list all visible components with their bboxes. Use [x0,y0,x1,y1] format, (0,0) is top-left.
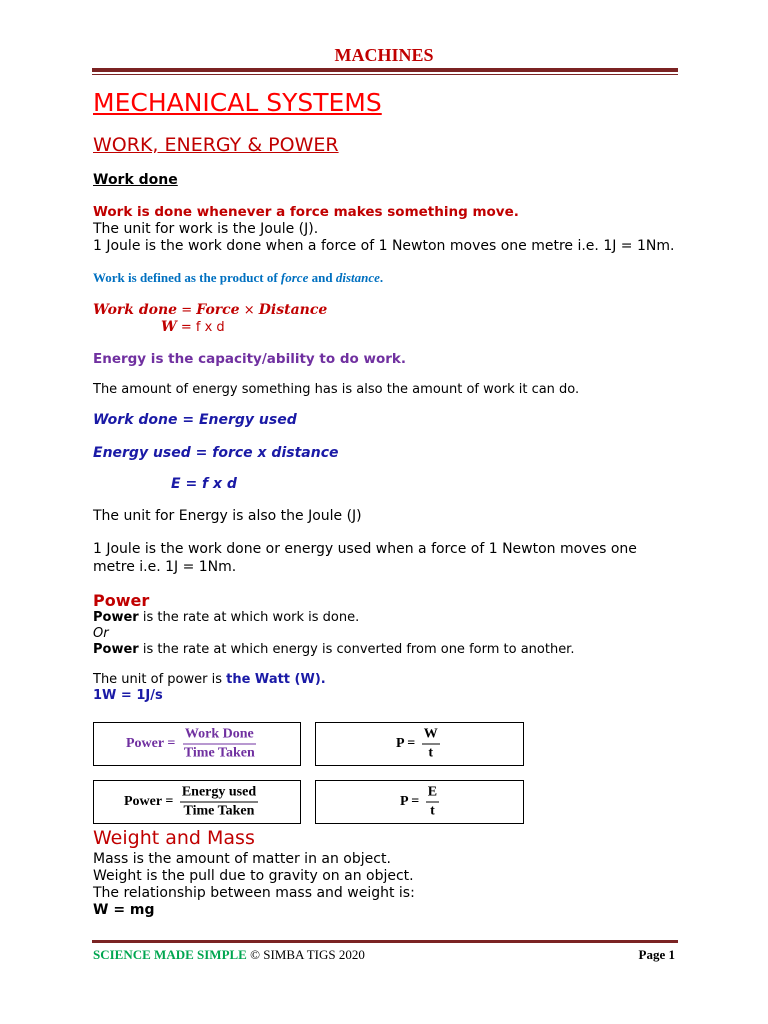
formula-p-w-lhs: P = [396,736,419,752]
work-equation-short-lhs: W [161,319,177,335]
formula-power-work-numerator: Work Done [183,727,256,745]
energy-joule-line-2: metre i.e. 1J = 1Nm. [93,559,237,575]
formula-p-e-lhs: P = [400,794,423,810]
header-rule [92,68,678,72]
energy-eq-short: E = f x d [171,476,237,492]
formula-power-work [126,727,257,762]
footer-brand: SCIENCE MADE SIMPLE [93,947,247,962]
formula-box-p-e [315,780,524,824]
formula-box-power-work [93,722,301,766]
work-defined-force: force [280,270,309,285]
page-header-title: MACHINES [334,45,434,65]
formula-p-e-denominator: t [430,803,435,819]
work-equation-distance: Distance [258,302,328,318]
work-equation-short [161,319,225,335]
energy-joule-line-1: 1 Joule is the work done or energy used when a force of 1 Newton moves one [93,541,637,557]
energy-eq-work-done: Work done = Energy used [93,412,297,428]
formula-power-energy [124,785,258,820]
energy-eq-force-distance: Energy used = force x distance [93,445,339,461]
formula-power-energy-denominator: Time Taken [183,803,255,819]
work-equation-times: × [239,303,259,318]
work-defined-suffix: . [379,270,384,285]
work-equation [93,302,327,318]
formula-p-w-numerator: W [422,727,440,745]
formula-power-energy-numerator: Energy used [180,785,258,803]
power-unit-prefix: The unit of power is [93,672,227,687]
power-definition-2-bold: Power [93,642,139,657]
power-heading: Power [93,591,150,610]
work-equation-force: Force [196,302,240,318]
weight-mass-heading: Weight and Mass [93,827,255,849]
work-defined-line [93,270,383,286]
weight-equation: W = mg [93,902,155,918]
energy-amount-line: The amount of energy something has is also the amount of work it can do. [93,382,580,397]
weight-definition: Weight is the pull due to gravity on an object. [93,868,414,884]
page-title: MECHANICAL SYSTEMS [93,88,382,117]
formula-p-e [400,785,439,820]
footer-rule [92,940,678,943]
section-title: WORK, ENERGY & POWER [93,134,339,156]
power-definition-1-rest: is the rate at which work is done. [138,610,360,625]
work-equation-lhs: Work done [93,302,178,318]
footer-credit [93,947,365,963]
work-equation-short-rhs: = f x d [176,320,225,335]
work-defined-prefix: Work is defined as the product of [93,270,281,285]
formula-power-energy-lhs: Power = [124,794,177,810]
power-unit-equation: 1W = 1J/s [93,688,163,703]
formula-p-w-denominator: t [428,745,434,761]
work-equation-equals: = [177,303,197,318]
energy-unit-line: The unit for Energy is also the Joule (J) [93,508,362,524]
relationship-line: The relationship between mass and weight is: [93,885,415,901]
header-rule-thin [92,74,678,75]
power-or: Or [93,626,109,641]
power-definition-1 [93,610,359,625]
footer-copyright: © SIMBA TIGS 2020 [246,947,365,962]
joule-definition: 1 Joule is the work done when a force of 1 Newton moves one metre i.e. 1J = 1Nm. [93,238,675,254]
formula-power-work-denominator: Time Taken [183,745,255,761]
power-unit-value: the Watt (W). [226,672,326,687]
work-unit-line: The unit for work is the Joule (J). [93,221,319,237]
work-done-heading: Work done [93,172,178,188]
energy-statement: Energy is the capacity/ability to do work. [93,351,406,367]
work-defined-distance: distance [335,270,380,285]
power-definition-1-bold: Power [93,610,139,625]
formula-box-p-w [315,722,524,766]
page-number: Page 1 [638,947,675,962]
power-definition-2 [93,642,574,657]
formula-p-e-numerator: E [426,785,439,803]
work-defined-and: and [308,270,336,285]
mass-definition: Mass is the amount of matter in an object. [93,851,391,867]
formula-box-power-energy [93,780,301,824]
power-unit-line [93,672,326,687]
work-statement: Work is done whenever a force makes something move. [93,204,519,220]
power-definition-2-rest: is the rate at which energy is converted from one form to another. [138,642,575,657]
formula-p-w [396,727,440,762]
formula-power-work-lhs: Power = [126,736,179,752]
